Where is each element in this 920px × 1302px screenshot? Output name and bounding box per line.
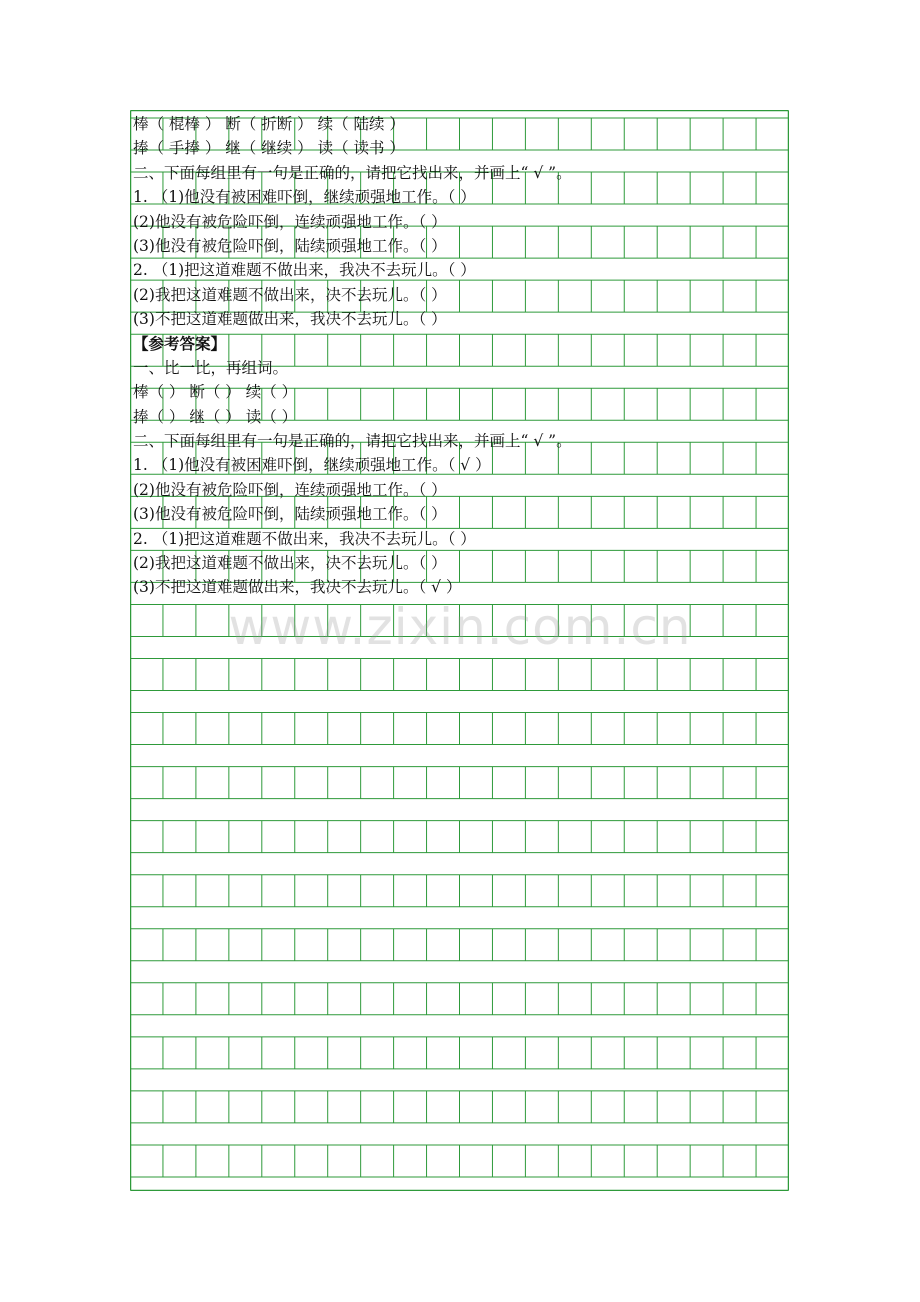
watermark: www.zixin.com.cn — [228, 598, 692, 656]
text-line: 二、下面每组里有一句是正确的，请把它找出来，并画上“ √ ”。 — [133, 163, 572, 182]
text-line: 棒（ ） 断（ ） 续（ ） — [133, 383, 298, 402]
text-line: (3)他没有被危险吓倒，陆续顽强地工作。（ ） — [133, 505, 447, 524]
text-line: (3)他没有被危险吓倒，陆续顽强地工作。（ ） — [133, 236, 447, 255]
document-text — [133, 112, 789, 600]
section-heading: 【参考答案】 — [133, 333, 227, 353]
text-line: 捧（ 手捧 ） 继（ 继续 ） 读（ 读书 ） — [133, 139, 405, 158]
text-line: 2. （1)把这道难题不做出来，我决不去玩儿。（ ） — [133, 261, 476, 280]
text-line: (3)不把这道难题做出来，我决不去玩儿。（ ） — [133, 310, 447, 329]
text-line: (2)我把这道难题不做出来，决不去玩儿。（ ） — [133, 285, 447, 304]
text-line: 二、下面每组里有一句是正确的，请把它找出来，并画上“ √ ”。 — [133, 432, 572, 451]
text-line: 捧（ ） 继（ ） 读（ ） — [133, 407, 298, 426]
text-line: 2. （1)把这道难题不做出来，我决不去玩儿。（ ） — [133, 529, 476, 548]
text-line: 棒（ 棍棒 ） 断（ 折断 ） 续（ 陆续 ） — [133, 115, 405, 133]
text-line: (2)他没有被危险吓倒，连续顽强地工作。（ ） — [133, 212, 447, 231]
text-line: 一、比一比，再组词。 — [133, 358, 289, 377]
text-line: (2)我把这道难题不做出来，决不去玩儿。（ ） — [133, 554, 447, 573]
text-line: 1. （1)他没有被困难吓倒，继续顽强地工作。（ ） — [133, 188, 476, 207]
text-line: 1. （1)他没有被困难吓倒，继续顽强地工作。（ √ ） — [133, 456, 491, 475]
text-line: (3)不把这道难题做出来，我决不去玩儿。（ √ ） — [133, 578, 462, 597]
text-line: (2)他没有被危险吓倒，连续顽强地工作。（ ） — [133, 480, 447, 499]
